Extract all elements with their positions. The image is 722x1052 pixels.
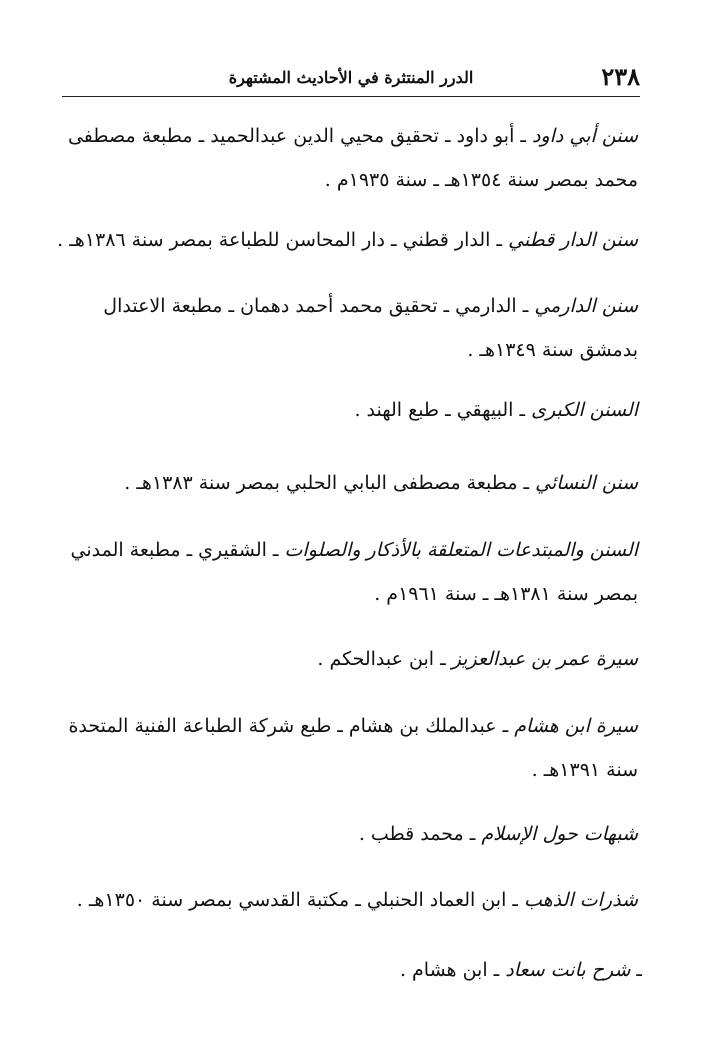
bibliography-entry — [56, 461, 638, 505]
entry-lead-dash: ـ — [630, 959, 642, 981]
bibliography-entry — [56, 114, 638, 202]
bibliography-entry — [56, 528, 638, 616]
entry-title: سيرة عمر بن عبدالعزيز — [451, 648, 638, 670]
entry-details: ـ محمد قطب . — [358, 823, 482, 845]
entry-title: السنن الكبرى — [531, 399, 638, 421]
entry-title: السنن والمبتدعات المتعلقة بالأذكار والصلوات — [284, 539, 638, 561]
bibliography-entry — [56, 878, 638, 922]
entry-title: سنن الدار قطني — [508, 229, 638, 251]
header-rule — [62, 96, 640, 97]
entry-details: ـ ابن عبدالحكم . — [317, 648, 452, 670]
entry-details: ـ البيهقي ـ طبع الهند . — [354, 399, 532, 421]
bibliography-entry — [56, 637, 638, 681]
entry-details: ـ عبدالملك بن هشام ـ طبع شركة الطباعة الفنية المتحدة سنة ١٣٩١هـ . — [68, 715, 638, 781]
entry-title: سيرة ابن هشام — [514, 715, 638, 737]
entry-title: سنن الدارمي — [534, 295, 638, 317]
entry-title: شبهات حول الإسلام — [481, 823, 638, 845]
entry-title: شذرات الذهب — [524, 889, 638, 911]
bibliography-entry — [56, 812, 638, 856]
page-header — [62, 62, 640, 92]
bibliography-entry — [56, 284, 638, 372]
entry-title: سنن أبي داود — [532, 125, 638, 147]
entry-details: ـ ابن العماد الحنبلي ـ مكتبة القدسي بمصر سنة ١٣٥٠هـ . — [76, 889, 524, 911]
bibliography-entry — [56, 704, 638, 792]
bibliography-entry — [56, 218, 638, 262]
running-title: الدرر المنتثرة في الأحاديث المشتهرة — [228, 68, 474, 87]
entry-details: ـ أبو داود ـ تحقيق محيي الدين عبدالحميد ـ مطبعة مصطفى محمد بمصر سنة ١٣٥٤هـ ـ سنة ١٩٣٥م . — [67, 125, 638, 191]
entry-details: ـ الدارمي ـ تحقيق محمد أحمد دهمان ـ مطبعة الاعتدال بدمشق سنة ١٣٤٩هـ . — [103, 295, 638, 361]
entry-details: ـ الدار قطني ـ دار المحاسن للطباعة بمصر سنة ١٣٨٦هـ . — [57, 229, 509, 251]
entry-details: ـ ابن هشام . — [399, 959, 506, 981]
page-number: ٢٣٨ — [601, 62, 640, 91]
bibliography-entry — [56, 948, 642, 992]
entry-title: سنن النسائي — [535, 472, 638, 494]
entry-details: ـ الشقيري ـ مطبعة المدني بمصر سنة ١٣٨١هـ ـ سنة ١٩٦١م . — [70, 539, 638, 605]
bibliography-entry — [56, 388, 638, 432]
entry-title: شرح بانت سعاد — [505, 959, 631, 981]
entry-details: ـ مطبعة مصطفى البابي الحلبي بمصر سنة ١٣٨٣هـ . — [124, 472, 536, 494]
